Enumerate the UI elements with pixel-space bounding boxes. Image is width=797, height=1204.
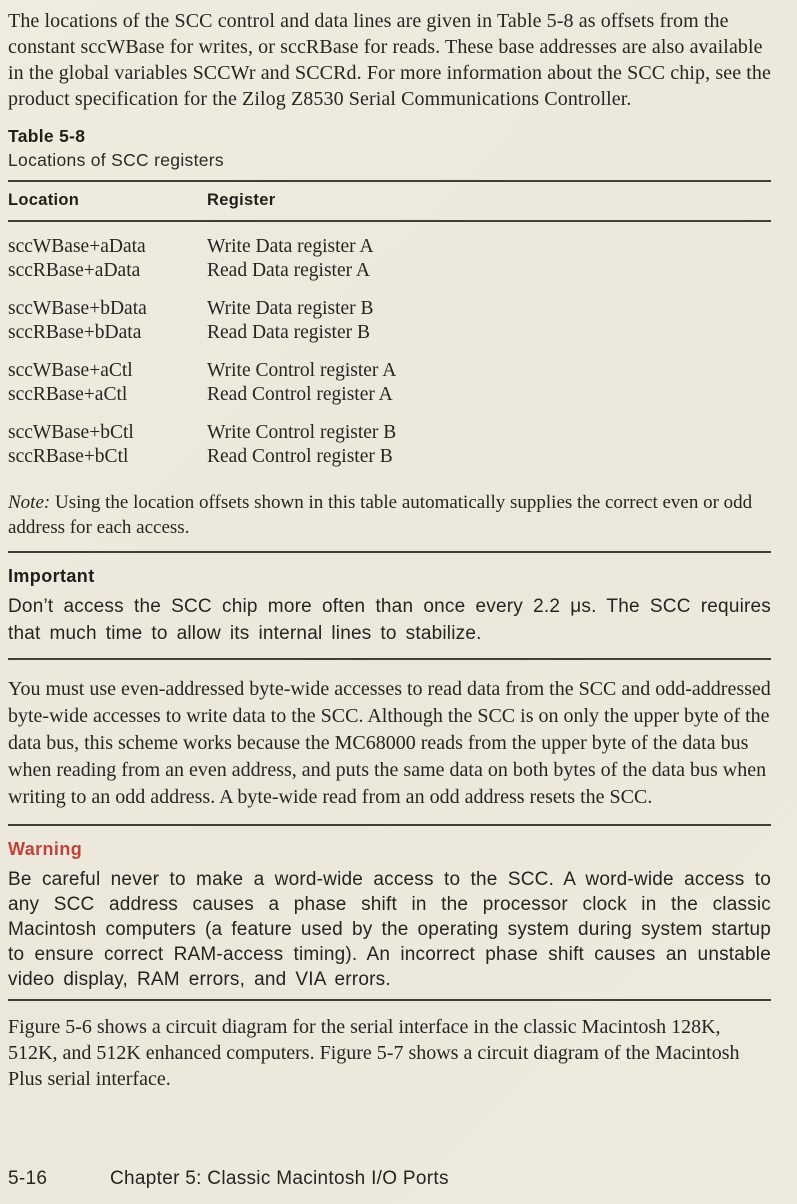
section-divider (8, 824, 771, 826)
cell-location: sccWBase+aData (8, 236, 146, 257)
cell-location: sccRBase+bData (8, 322, 142, 343)
cell-location: sccWBase+aCtl (8, 360, 133, 381)
cell-register: Write Control register A (207, 360, 397, 381)
note-label: Note: (8, 492, 51, 513)
note-paragraph (8, 490, 771, 540)
cell-location: sccWBase+bCtl (8, 422, 134, 443)
section-divider (8, 658, 771, 660)
figure-reference-paragraph: Figure 5-6 shows a circuit diagram for the serial interface in the classic Macintosh 128K, 512K, and 512K enhanced computers. Figure 5-7 shows a circuit diagram of the Macintosh Plus serial interface. (8, 1016, 740, 1090)
table-row (8, 445, 771, 469)
table-row (8, 359, 771, 383)
important-label: Important (8, 566, 95, 586)
table-row (8, 321, 771, 345)
cell-location: sccRBase+bCtl (8, 446, 129, 467)
cell-register: Read Control register B (207, 446, 393, 467)
warning-label: Warning (8, 839, 83, 859)
table-row (8, 383, 771, 407)
cell-register: Write Control register B (207, 422, 397, 443)
column-header-location: Location (8, 191, 80, 209)
table-number: Table 5-8 (8, 126, 86, 146)
page-footer (8, 1168, 449, 1190)
note-text: Using the location offsets shown in this table automatically supplies the correct even or odd address for each access. (8, 492, 753, 538)
cell-location: sccRBase+aData (8, 260, 141, 281)
table-caption: Locations of SCC registers (8, 150, 224, 170)
important-text: Don’t access the SCC chip more often than once every 2.2 μs. The SCC requires that much time to allow its internal lines to stabilize. (8, 596, 771, 644)
warning-callout (8, 839, 771, 992)
cell-register: Read Data register B (207, 322, 370, 343)
cell-location: sccRBase+aCtl (8, 384, 128, 405)
important-callout (8, 566, 771, 647)
table-row (8, 235, 771, 259)
cell-register: Write Data register A (207, 236, 374, 257)
access-paragraph: You must use even-addressed byte-wide accesses to read data from the SCC and odd-addressed byte-wide accesses to write data to the SCC. Although the SCC is on only the upper byte of the data bus, this scheme works because the MC68000 reads from the upper byte of the data bus when reading from an even address, and puts the same data on both bytes of the data bus when writing to an odd address. A byte-wide read from an odd address resets the SCC. (8, 678, 771, 808)
footer-chapter-title: Chapter 5: Classic Macintosh I/O Ports (110, 1168, 449, 1189)
table-row (8, 297, 771, 321)
table-row (8, 259, 771, 283)
warning-text: Be careful never to make a word-wide access to the SCC. A word-wide access to any SCC address causes a phase shift in the processor clock in the classic Macintosh computers (a feature used by the operating system during system startup to ensure correct RAM-access timing). An incorrect phase shift causes an unstable video display, RAM errors, and VIA errors. (8, 869, 771, 990)
cell-register: Read Control register A (207, 384, 393, 405)
cell-location: sccWBase+bData (8, 298, 147, 319)
table-body (8, 222, 771, 469)
table-row (8, 421, 771, 445)
cell-register: Read Data register A (207, 260, 370, 281)
cell-register: Write Data register B (207, 298, 374, 319)
scc-registers-table (8, 126, 771, 469)
section-divider (8, 551, 771, 553)
section-divider (8, 999, 771, 1001)
column-header-register: Register (207, 191, 276, 209)
intro-paragraph: The locations of the SCC control and data lines are given in Table 5-8 as offsets from the constant sccWBase for writes, or sccRBase for reads. These base addresses are also available in the global variables SCCWr and SCCRd. For more information about the SCC chip, see the product specification for the Zilog Z8530 Serial Communications Controller. (8, 10, 772, 110)
table-header-row (8, 182, 771, 220)
footer-page-number: 5-16 (8, 1168, 48, 1189)
